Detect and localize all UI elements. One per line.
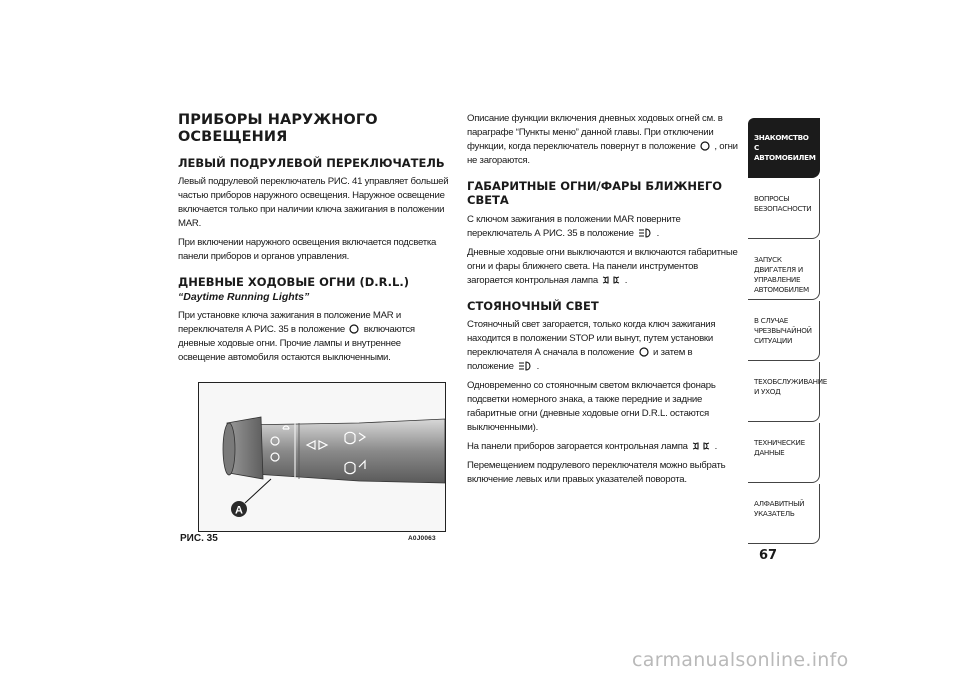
paragraph-drl bbox=[178, 309, 450, 365]
paragraph-intro-part1: Описание функции включения дневных ходовых огней см. в параграфе “Пункты меню” данной главы. При отключении функции, когда переключатель повернут в положение bbox=[467, 113, 723, 152]
tab-maintenance[interactable]: ТЕХОБСЛУЖИВАНИЕ И УХОД bbox=[748, 362, 820, 422]
section-heading-low-beam: ГАБАРИТНЫЕ ОГНИ/ФАРЫ БЛИЖНЕГО СВЕТА bbox=[467, 179, 722, 208]
tab-emergency[interactable]: В СЛУЧАЕ ЧРЕЗВЫЧАЙНОЙ СИТУАЦИИ bbox=[748, 301, 820, 361]
tab-safety[interactable]: ВОПРОСЫ БЕЗОПАСНОСТИ bbox=[748, 179, 820, 239]
paragraph-parking-3-part1: На панели приборов загорается контрольная лампа bbox=[467, 441, 688, 453]
paragraph-drl-part1: При установке ключа зажигания в положение MAR и переключателя А РИС. 35 в положение bbox=[178, 309, 401, 335]
circle-off-icon bbox=[639, 347, 649, 357]
paragraph-parking-3 bbox=[467, 440, 740, 454]
paragraph-intro-part2: , огни не загораются. bbox=[467, 141, 738, 166]
paragraph-drl-part2: включаются дневные ходовые огни. Прочие лампы и внутреннее освещение автомобиля остаются выключенными. bbox=[178, 323, 415, 363]
paragraph-low-beam-1-part1: С ключом зажигания в положении MAR поверните переключатель А РИС. 35 в положение bbox=[467, 213, 681, 239]
paragraph-intro bbox=[467, 112, 740, 168]
paragraph-parking-2: Одновременно со стояночным светом включается фонарь подсветки номерного знака, а также передние и задние габаритные огни (дневные ходовые огни D.R.L. остаются выключенными). bbox=[467, 380, 716, 434]
side-lights-icon bbox=[602, 275, 620, 285]
section-heading-parking: СТОЯНОЧНЫЙ СВЕТ bbox=[467, 298, 599, 313]
page-title: ПРИБОРЫ НАРУЖНОГО ОСВЕЩЕНИЯ bbox=[178, 112, 378, 146]
paragraph-left-switch-1: Левый подрулевой переключатель РИС. 41 управляет большей частью приборов наружного освещения. Наружное освещение включается только при наличии ключа зажигания в положении MAR. bbox=[178, 176, 449, 230]
low-beam-icon bbox=[638, 228, 652, 238]
left-column bbox=[178, 112, 450, 370]
paragraph-low-beam-1 bbox=[467, 213, 740, 241]
section-heading-drl: ДНЕВНЫЕ ХОДОВЫЕ ОГНИ (D.R.L.) bbox=[178, 275, 410, 290]
low-beam-icon bbox=[518, 361, 532, 371]
paragraph-parking-3-part2: . bbox=[714, 441, 717, 453]
chapter-tabs bbox=[748, 118, 828, 545]
paragraph-parking-1-part1: Стояночный свет загорается, только когда ключ зажигания находится в положении STOP или вынут, путем установки переключателя А сначала в положение bbox=[467, 319, 716, 359]
circle-off-icon bbox=[700, 141, 710, 151]
section-heading-left-switch: ЛЕВЫЙ ПОДРУЛЕВОЙ ПЕРЕКЛЮЧАТЕЛЬ bbox=[178, 155, 445, 170]
marker-a-label: A bbox=[235, 504, 243, 517]
page-number: 67 bbox=[759, 548, 778, 563]
paragraph-low-beam-2 bbox=[467, 246, 740, 288]
figure-caption: РИС. 35 bbox=[180, 533, 218, 544]
paragraph-parking-1-part2: и затем в положение bbox=[467, 347, 693, 373]
tab-technical-data[interactable]: ТЕХНИЧЕСКИЕ ДАННЫЕ bbox=[748, 423, 820, 483]
circle-off-icon bbox=[349, 324, 359, 334]
watermark: carmanualsonline.info bbox=[632, 649, 849, 671]
tab-index[interactable]: АЛФАВИТНЫЙ УКАЗАТЕЛЬ bbox=[748, 484, 820, 544]
paragraph-low-beam-1-part2: . bbox=[656, 227, 660, 239]
stalk-illustration bbox=[199, 383, 445, 531]
side-lights-icon bbox=[692, 441, 710, 451]
tab-getting-to-know[interactable]: ЗНАКОМСТВО С АВТОМОБИЛЕМ bbox=[748, 118, 820, 178]
figure-code: A0J0063 bbox=[408, 535, 436, 542]
paragraph-low-beam-2-part1: Дневные ходовые огни выключаются и включаются габаритные огни и фары ближнего света. На панели инструментов загорается контрольная лампа bbox=[467, 246, 738, 286]
paragraph-left-switch-2: При включении наружного освещения включается подсветка панели приборов и органов управления. bbox=[178, 237, 437, 263]
paragraph-parking-1-part3: . bbox=[536, 361, 540, 373]
section-subtitle-drl: “Daytime Running Lights” bbox=[178, 290, 310, 303]
figure-stalk-switch bbox=[198, 382, 446, 532]
right-column bbox=[467, 112, 740, 492]
tab-starting-driving[interactable]: ЗАПУСК ДВИГАТЕЛЯ И УПРАВЛЕНИЕ АВТОМОБИЛЕМ bbox=[748, 240, 820, 300]
paragraph-low-beam-2-part2: . bbox=[624, 274, 628, 286]
paragraph-parking-4: Перемещением подрулевого переключателя можно выбрать включение левых или правых указателей поворота. bbox=[467, 460, 726, 486]
paragraph-parking-1 bbox=[467, 318, 740, 374]
